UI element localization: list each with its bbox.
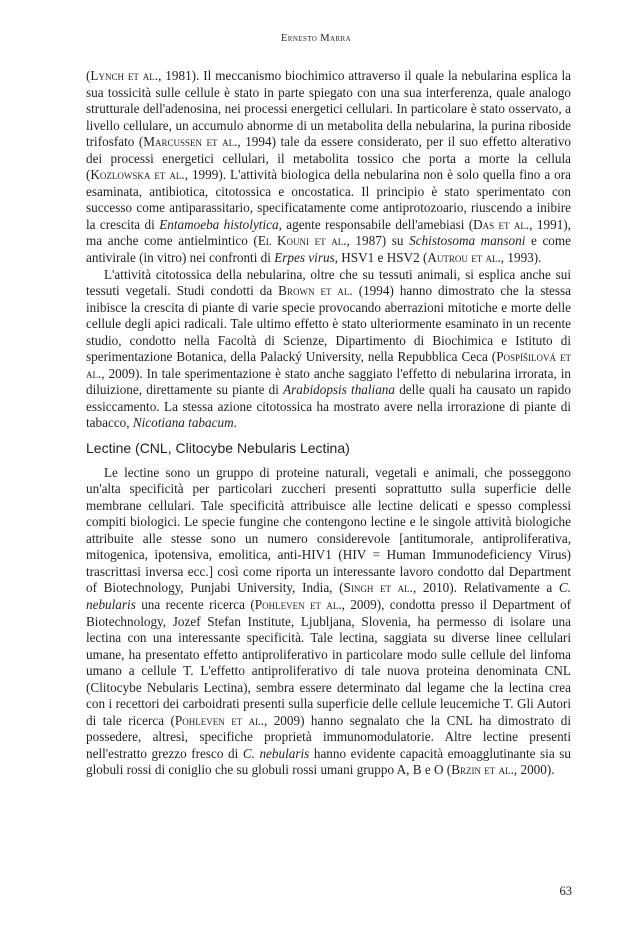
text-run: , 2009) hanno segnalato che la CNL ha dimostrato di possedere, altresì, specifiche proprietà immunomodulatorie. Altre lectine presenti nell'estratto grezzo fresco di <box>86 712 571 761</box>
running-head: Ernesto Marra <box>280 33 352 44</box>
citation-author: Lynch et al. <box>90 68 159 83</box>
text-run: (1994) hanno dimostrato che la stessa inibisce la crescita di piante di varie specie provocando aberrazioni mitotiche e morte delle cellule degli apici radicali. Tale ultimo effetto è stato ulteriormente esaminato in un recente studio, condotto nella Facoltà di Scienze, Dipartimento di Biochimica e Istituto di sperimentazione Botanica, della Palacký University, nella Repubblica Ceca ( <box>86 283 571 365</box>
text-run: hanno evidente capacità emoagglutinante sia su globuli rossi di coniglio che su globuli rossi umani gruppo A, B e O ( <box>86 745 571 778</box>
italic-term: Nicotiana tabacum <box>132 415 234 431</box>
italic-term: C. nebularis <box>86 580 571 612</box>
text-run: , 1999). L'attività biologica della nebularina non è solo quella fino a ora esaminata, antibiotica, citotossica e oncostatica. Il principio è stato sperimentato con successo come antiparassitario, specificatamente come antiprotozoario, riuscendo a inibire la crescita di <box>86 167 572 232</box>
italic-term: Erpes virus <box>274 250 335 266</box>
citation-author: Pospíšilová et al. <box>86 349 571 381</box>
text-run: , 2009), condotta presso il Department of Biotechnology, Jozef Stefan Institute, Ljubljana, Slovenia, ha permesso di isolare una lectina con una interessante specificità. Tale lectina, saggiata su diverse linee cellulari umane, ha presentato effetto antiproliferativo in particolare modo sulle cellule del linfoma umano a cellule T. L'effetto antiproliferativo di tale nuova proteina denominata CNL (Clitocybe Nebularis Lectina), sembra essere determinato dal legame che la lectina crea con i recettori dei carboidrati presenti sulla superficie delle cellule leucemiche T. Gli Autori di tale ricerca ( <box>86 596 571 728</box>
citation-author: Pohleven et al. <box>174 712 264 728</box>
citation-author: Pohleven et al. <box>254 596 342 612</box>
text-run: , 1994) tale da essere considerato, per il suo effetto alterativo dei processi energetici cellulari, il metabolita tossico che porta a morte la cellula ( <box>86 134 572 183</box>
text-run: e come antivirale (in vitro) nei confronti di <box>86 233 571 266</box>
text-run: Le lectine sono un gruppo di proteine naturali, vegetali e animali, che posseggono un'alta specificità per particolari zuccheri presenti soprattutto sulla superficie delle membrane cellulari. Tale specificità attribuisce alle lectine delicati e spesso complessi compiti biologici. Le specie fungine che contengono lectine e le singole attività biologiche attribuite alle stesse sono un numero considerevole [antitumorale, antiproliferativa, mitogenica, ipotensiva, emolitica, anti-HIV1 (HIV = Human Immunodeficiency Virus) trascrittasi inversa ecc.] così come riporta un interessante lavoro condotto dal Department of Biotechnology, Punjabi University, India, ( <box>86 464 571 596</box>
citation-author: Autrou et al. <box>427 250 501 266</box>
italic-term: Arabidopsis thaliana <box>283 382 395 398</box>
text-run: . <box>233 415 237 431</box>
italic-term: Entamoeba histolytica <box>159 216 279 232</box>
text-run: , 1987) su <box>346 233 410 249</box>
paragraph <box>86 267 571 432</box>
citation-author: Brzin et al. <box>451 762 514 778</box>
paragraph <box>86 68 571 267</box>
text-run: , 1981). Il meccanismo biochimico attraverso il quale la nebularina esplica la sua tossicità sulle cellule è stato in parte spiegato con una sua interferenza, quale analogo strutturale dell'adenosina, nei processi energetici cellulari. In particolare è stato osservato, a livello cellulare, un accumulo abnorme di un metabolita della nebularina, la purina riboside trifosfato ( <box>86 68 571 150</box>
italic-term: C. nebularis <box>242 745 310 761</box>
text-run: , 2000). <box>513 762 555 778</box>
text-run: , 1991), ma anche come antielmintico ( <box>86 216 571 249</box>
text-run: , 1993). <box>500 250 542 266</box>
text-run: , HSV1 e HSV2 ( <box>334 250 428 266</box>
text-run: , agente responsabile dell'amebiasi ( <box>278 216 474 232</box>
citation-author: Das et al. <box>473 216 530 232</box>
page-number: 63 <box>559 884 572 898</box>
section-heading: Lectine (CNL, Clitocybe Nebularis Lectina) <box>86 440 350 457</box>
text-run: una recente ricerca ( <box>135 596 255 612</box>
citation-author: Brown et al. <box>278 283 353 299</box>
text-run: ( <box>86 68 91 83</box>
text-run: , 2010). Relativamente a <box>412 580 559 596</box>
citation-author: Marcussen et al. <box>143 134 238 150</box>
text-run: delle quali ha causato un rapido essiccamento. La stessa azione citotossica ha mostrato avere nella irrorazione di piante di tabacco, <box>86 382 571 431</box>
paragraph <box>86 465 571 779</box>
citation-author: El Kouni et al. <box>257 233 347 249</box>
citation-author: Kozlowska et al. <box>90 167 185 183</box>
citation-author: Singh et al. <box>343 580 413 596</box>
text-run: , 2009). In tale sperimentazione è stato anche saggiato l'effetto di nebularina irrorata, in diluizione, direttamente su piante di <box>86 365 571 398</box>
section-paragraphs <box>86 465 571 779</box>
text-run: L'attività citotossica della nebularina, oltre che su tessuti animali, si esplica anche sui tessuti vegetali. Studi condotti da <box>86 266 571 299</box>
pre-section-paragraphs <box>86 68 571 432</box>
italic-term: Schistosoma mansoni <box>409 233 526 249</box>
body-text <box>86 68 571 779</box>
